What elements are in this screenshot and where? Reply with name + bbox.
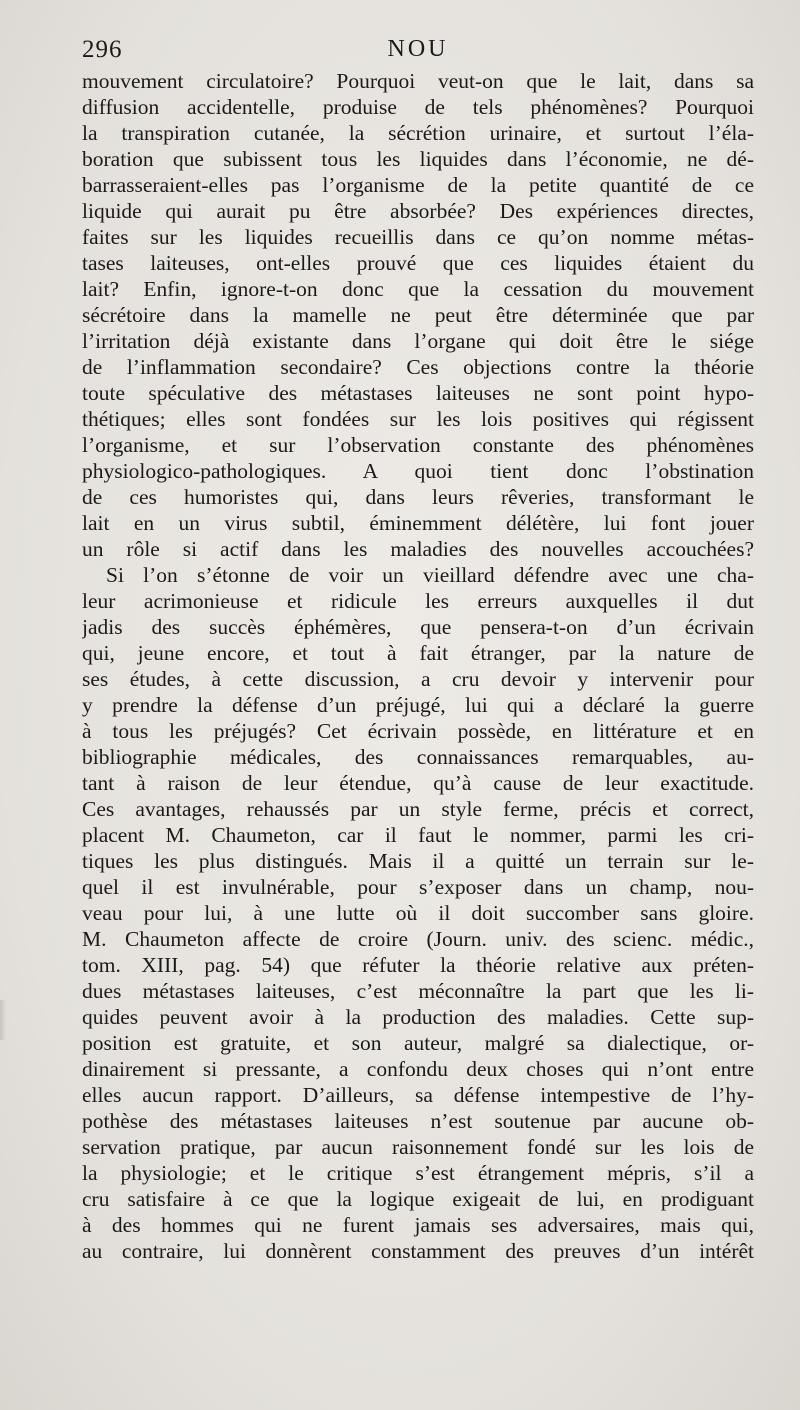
text-line: lait? Enfin, ignore-t-on donc que la cessation du mouvement xyxy=(82,277,754,301)
paper-stain xyxy=(0,1000,6,1040)
paragraph-start-line: Si l’on s’étonne de voir un vieillard défendre avec une cha- xyxy=(106,563,754,587)
text-line: l’organisme, et sur l’observation constante des phénomènes xyxy=(82,433,754,457)
text-line: tom. XIII, pag. 54) que réfuter la théorie relative aux préten- xyxy=(82,953,754,977)
text-line: barrasseraient-elles pas l’organisme de la petite quantité de ce xyxy=(82,173,754,197)
text-line: dues métastases laiteuses, c’est méconnaître la part que les li- xyxy=(82,979,754,1003)
text-line: quel il est invulnérable, pour s’exposer dans un champ, nou- xyxy=(82,875,754,899)
text-line: ses études, à cette discussion, a cru devoir y intervenir pour xyxy=(82,667,754,691)
body-text xyxy=(82,68,754,1264)
text-line: pothèse des métastases laiteuses n’est soutenue par aucune ob- xyxy=(82,1109,754,1133)
page-header xyxy=(82,36,754,70)
text-line: tases laiteuses, ont-elles prouvé que ces liquides étaient du xyxy=(82,251,754,275)
text-line: veau pour lui, à une lutte où il doit succomber sans gloire. xyxy=(82,901,754,925)
text-line: bibliographie médicales, des connaissances remarquables, au- xyxy=(82,745,754,769)
text-line: dinairement si pressante, a confondu deux choses qui n’ont entre xyxy=(82,1057,754,1081)
text-line: servation pratique, par aucun raisonnement fondé sur les lois de xyxy=(82,1135,754,1159)
text-line: à tous les préjugés? Cet écrivain possède, en littérature et en xyxy=(82,719,754,743)
text-line: à des hommes qui ne furent jamais ses adversaires, mais qui, xyxy=(82,1213,754,1237)
text-line: placent M. Chaumeton, car il faut le nommer, parmi les cri- xyxy=(82,823,754,847)
text-line: mouvement circulatoire? Pourquoi veut-on que le lait, dans sa xyxy=(82,69,754,93)
running-head: NOU xyxy=(387,36,449,62)
text-line: position est gratuite, et son auteur, malgré sa dialectique, or- xyxy=(82,1031,754,1055)
paragraph-end-line: un rôle si actif dans les maladies des nouvelles accouchées? xyxy=(82,537,754,561)
text-line: elles aucun rapport. D’ailleurs, sa défense intempestive de l’hy- xyxy=(82,1083,754,1107)
text-line: tiques les plus distingués. Mais il a quitté un terrain sur le- xyxy=(82,849,754,873)
text-line: y prendre la défense d’un préjugé, lui qui a déclaré la guerre xyxy=(82,693,754,717)
text-line: l’irritation déjà existante dans l’organe qui doit être le siége xyxy=(82,329,754,353)
text-line: de l’inflammation secondaire? Ces objections contre la théorie xyxy=(82,355,754,379)
page-number: 296 xyxy=(82,36,123,63)
text-line: au contraire, lui donnèrent constamment des preuves d’un intérêt xyxy=(82,1239,754,1263)
text-line: Ces avantages, rehaussés par un style ferme, précis et correct, xyxy=(82,797,754,821)
text-line: diffusion accidentelle, produise de tels phénomènes? Pourquoi xyxy=(82,95,754,119)
text-line: quides peuvent avoir à la production des maladies. Cette sup- xyxy=(82,1005,754,1029)
text-line: tant à raison de leur étendue, qu’à cause de leur exactitude. xyxy=(82,771,754,795)
text-line: thétiques; elles sont fondées sur les lois positives qui régissent xyxy=(82,407,754,431)
text-line: de ces humoristes qui, dans leurs rêveries, transformant le xyxy=(82,485,754,509)
text-line: qui, jeune encore, et tout à fait étranger, par la nature de xyxy=(82,641,754,665)
text-line: cru satisfaire à ce que la logique exigeait de lui, en prodiguant xyxy=(82,1187,754,1211)
text-line: liquide qui aurait pu être absorbée? Des expériences directes, xyxy=(82,199,754,223)
text-line: leur acrimonieuse et ridicule les erreurs auxquelles il dut xyxy=(82,589,754,613)
text-line: sécrétoire dans la mamelle ne peut être déterminée que par xyxy=(82,303,754,327)
text-line: jadis des succès éphémères, que pensera-t-on d’un écrivain xyxy=(82,615,754,639)
text-line: la physiologie; et le critique s’est étrangement mépris, s’il a xyxy=(82,1161,754,1185)
text-line: lait en un virus subtil, éminemment délétère, lui font jouer xyxy=(82,511,754,535)
text-line: la transpiration cutanée, la sécrétion urinaire, et surtout l’éla- xyxy=(82,121,754,145)
text-line: faites sur les liquides recueillis dans ce qu’on nomme métas- xyxy=(82,225,754,249)
text-line: boration que subissent tous les liquides dans l’économie, ne dé- xyxy=(82,147,754,171)
text-line: physiologico-pathologiques. A quoi tient donc l’obstination xyxy=(82,459,754,483)
text-line: M. Chaumeton affecte de croire (Journ. univ. des scienc. médic., xyxy=(82,927,754,951)
text-line: toute spéculative des métastases laiteuses ne sont point hypo- xyxy=(82,381,754,405)
